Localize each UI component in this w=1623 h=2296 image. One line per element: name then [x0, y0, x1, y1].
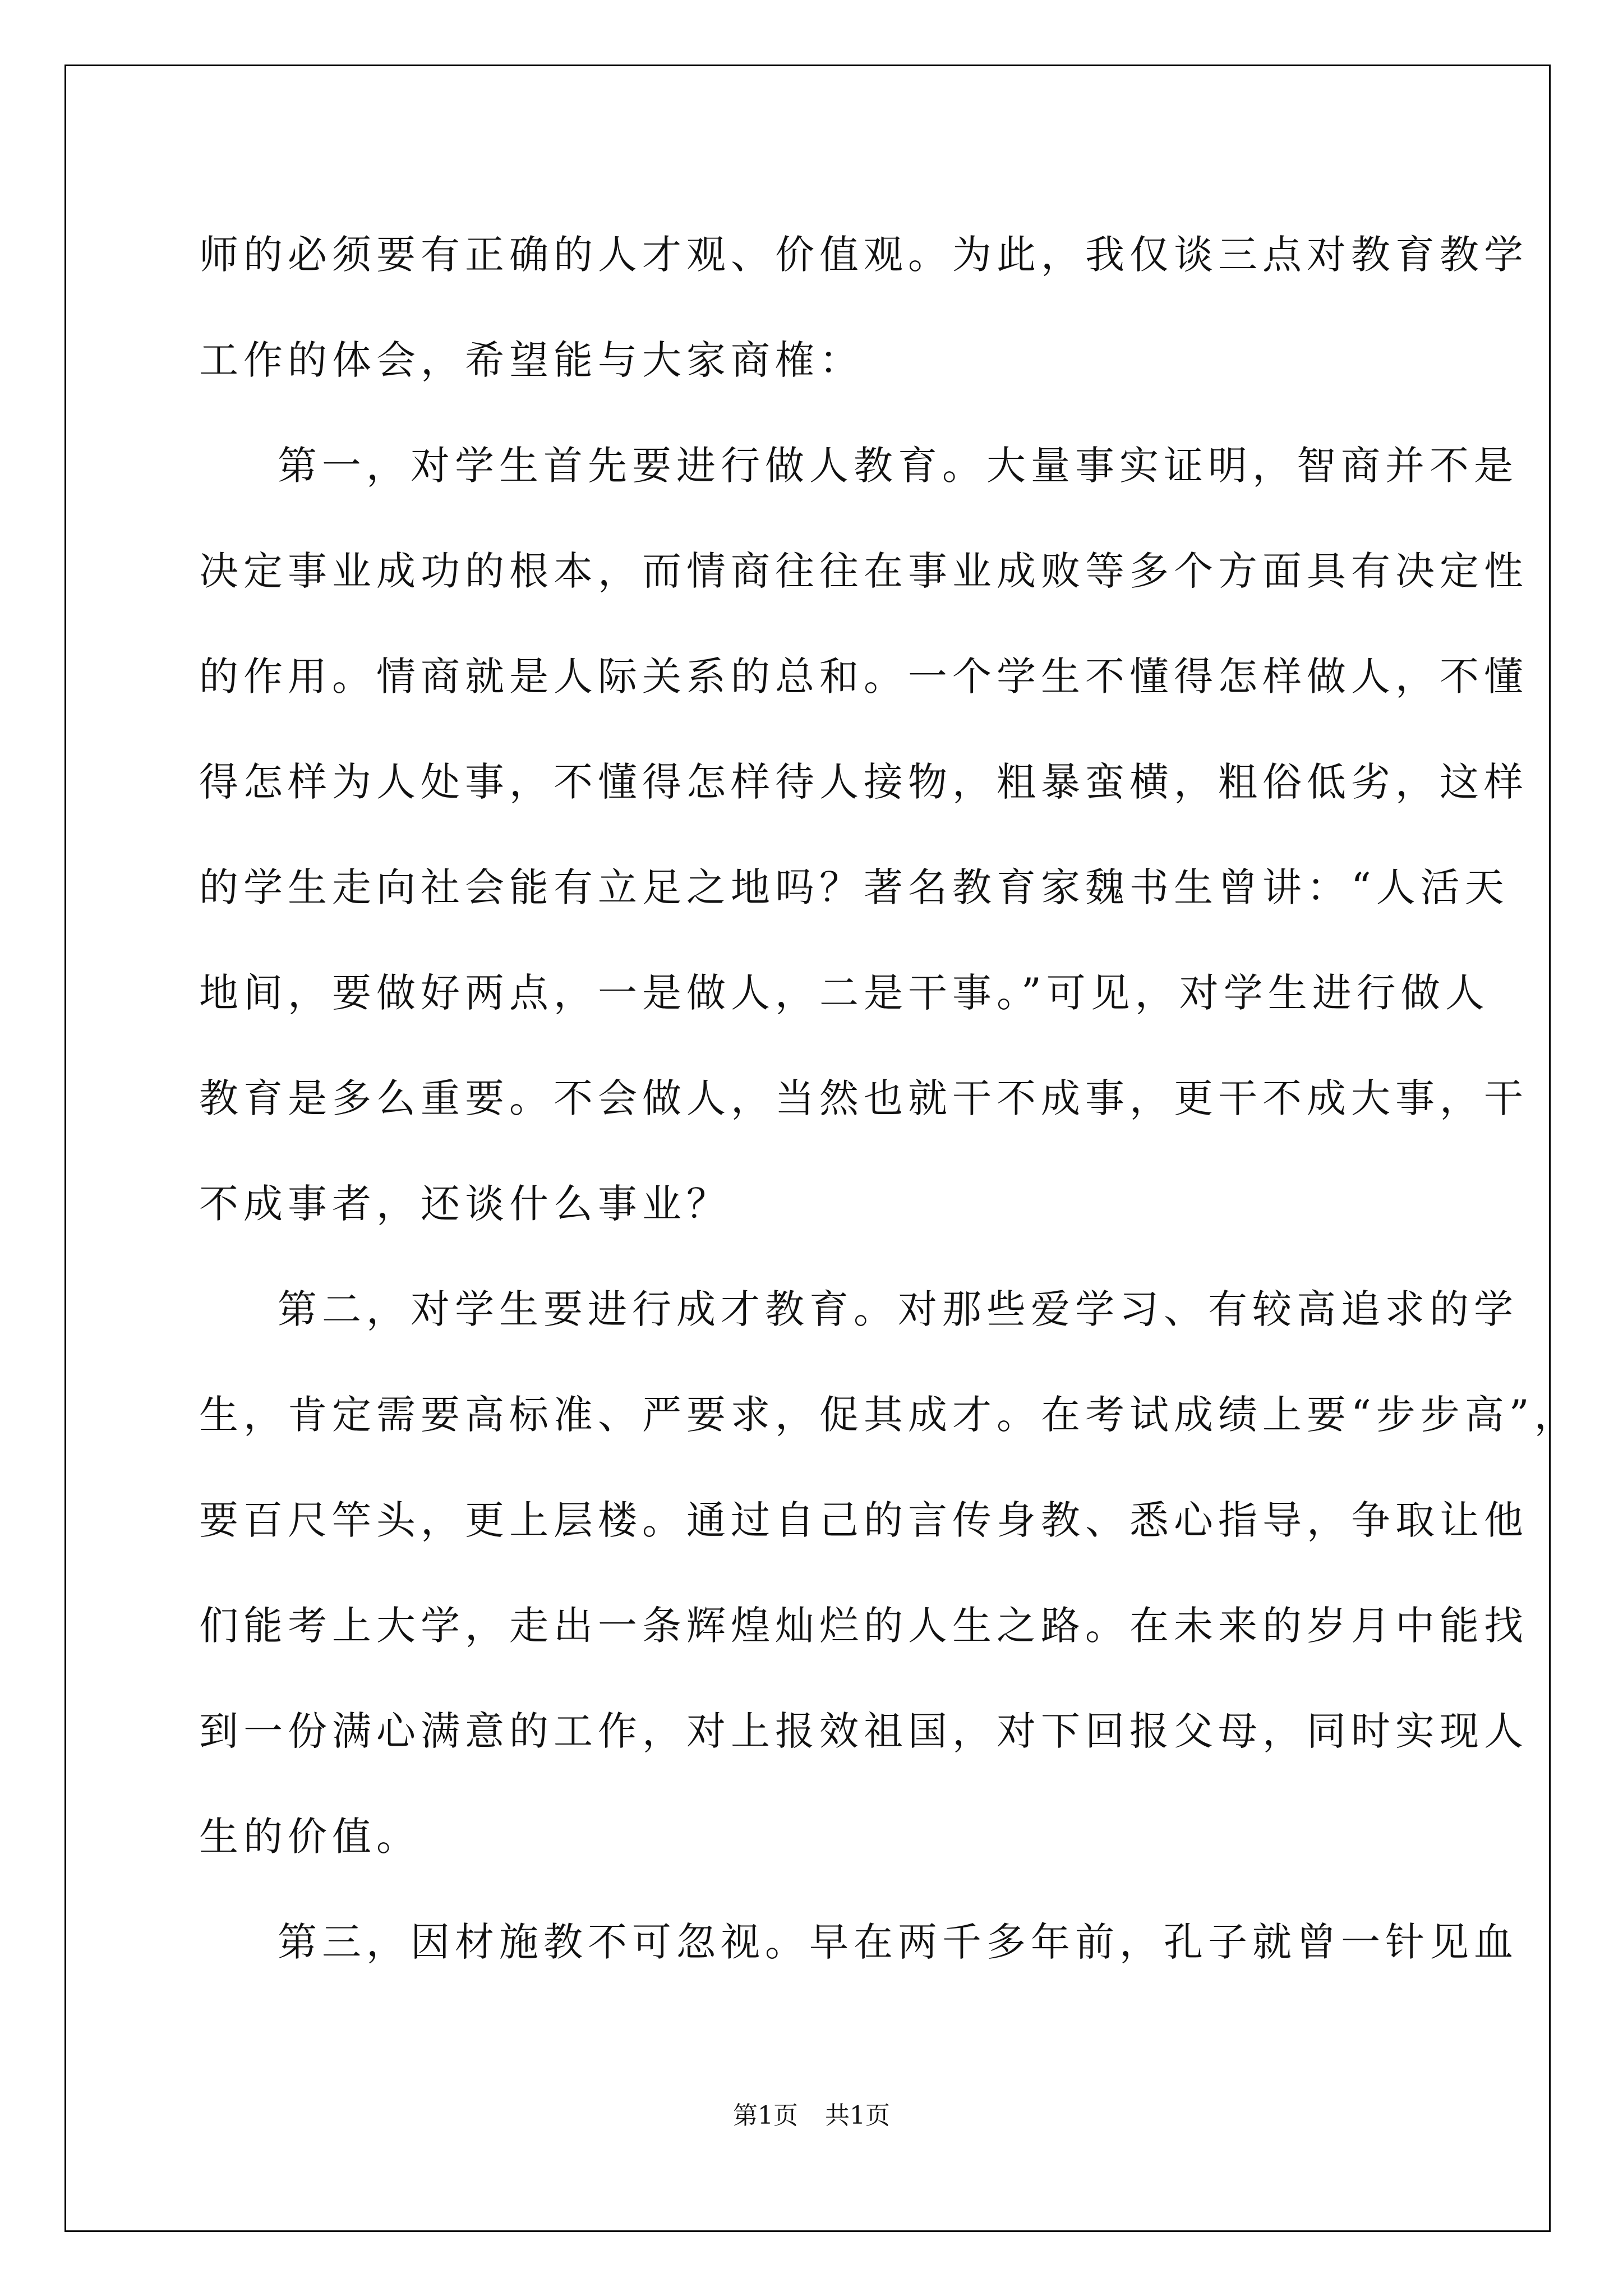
text-line: 的学生走向社会能有立足之地吗？著名教育家魏书生曾讲：“人活天	[199, 864, 1509, 910]
paragraph-start-line: 第二，对学生要进行成才教育。对那些爱学习、有较高追求的学	[278, 1286, 1518, 1332]
text-line: 生的价值。	[199, 1814, 421, 1860]
text-line: 要百尺竿头，更上层楼。通过自己的言传身教、悉心指导，争取让他	[199, 1497, 1528, 1543]
text-line: 的作用。情商就是人际关系的总和。一个学生不懂得怎样做人，不懂	[199, 654, 1528, 700]
page-footer	[0, 2095, 1623, 2131]
paragraph-start-line: 第一，对学生首先要进行做人教育。大量事实证明，智商并不是	[278, 443, 1518, 489]
text-line: 们能考上大学，走出一条辉煌灿烂的人生之路。在未来的岁月中能找	[199, 1603, 1528, 1649]
body-text	[199, 202, 1579, 1995]
text-line: 决定事业成功的根本，而情商往往在事业成败等多个方面具有决定性	[199, 548, 1528, 594]
text-line: 地间，要做好两点，一是做人，二是干事。”可见，对学生进行做人	[199, 970, 1490, 1016]
text-line: 生，肯定需要高标准、严要求，促其成才。在考试成绩上要“步步高”，	[199, 1392, 1579, 1438]
page-number: 第1页	[733, 2101, 798, 2130]
text-line: 不成事者，还谈什么事业？	[199, 1181, 731, 1227]
text-line: 师的必须要有正确的人才观、价值观。为此，我仅谈三点对教育教学	[199, 232, 1528, 278]
page-total: 共1页	[825, 2101, 890, 2130]
paragraph-start-line: 第三，因材施教不可忽视。早在两千多年前，孔子就曾一针见血	[278, 1919, 1518, 1965]
text-line: 得怎样为人处事，不懂得怎样待人接物，粗暴蛮横，粗俗低劣，这样	[199, 759, 1528, 805]
text-line: 工作的体会，希望能与大家商榷：	[199, 337, 864, 383]
text-line: 教育是多么重要。不会做人，当然也就干不成事，更干不成大事，干	[199, 1075, 1528, 1121]
text-line: 到一份满心满意的工作，对上报效祖国，对下回报父母，同时实现人	[199, 1708, 1528, 1754]
